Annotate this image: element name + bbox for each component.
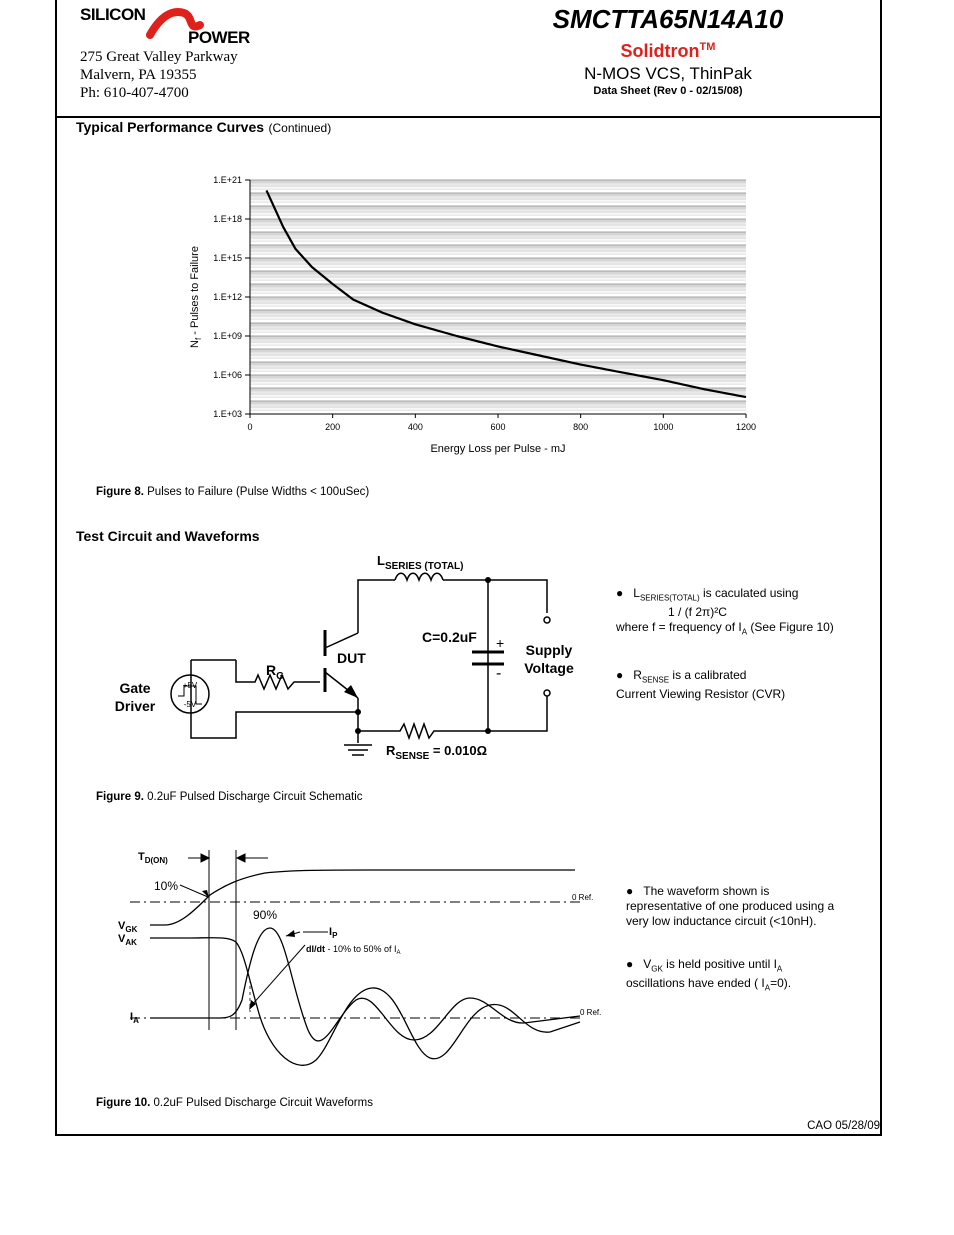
section-title-test-circuit: Test Circuit and Waveforms — [76, 528, 260, 544]
section-title-note: (Continued) — [268, 121, 332, 135]
ref-label-1: 0 Ref. — [572, 893, 594, 902]
y-tick-label: 1.E+12 — [213, 292, 242, 302]
note-1-c: where f = frequency of I — [616, 620, 742, 635]
note-1-formula: 1 / (f 2π)²C — [668, 605, 727, 620]
x-tick-label: 0 — [247, 422, 253, 432]
y-tick-label: 1.E+03 — [213, 409, 242, 419]
address-line-1: 275 Great Valley Parkway — [80, 49, 238, 65]
ten-percent-label: 10% — [154, 879, 179, 893]
note-2-sub: SENSE — [641, 675, 670, 685]
rg-label: $R_G$ — [266, 662, 284, 682]
x-tick-label: 600 — [490, 422, 506, 432]
note-w2-b: is held positive until I — [662, 957, 777, 971]
note-1-b: is caculated using — [699, 586, 799, 600]
waveform-notes — [626, 884, 866, 996]
part-number: SMCTTA65N14A10 — [552, 4, 784, 34]
y-tick-label: 1.E+06 — [213, 370, 242, 380]
schematic-notes — [616, 586, 866, 702]
note-2-a: R — [633, 667, 642, 682]
note-w1c: very low inductance circuit (<10nH). — [626, 914, 817, 928]
brand-text: Solidtron — [620, 41, 700, 61]
vak-label: $V_{AK}$ — [118, 933, 137, 947]
minus-5v-label: -5V — [183, 700, 197, 709]
note-lseries — [616, 586, 866, 605]
address-line-3: Ph: 610-407-4700 — [80, 85, 189, 101]
note-w2-d: =0). — [770, 976, 792, 991]
note-1-a: L — [633, 586, 640, 600]
note-w2-line2 — [626, 976, 866, 995]
td-on-label: $T_{D(ON)}$ — [138, 851, 168, 865]
cap-plus: + — [496, 635, 505, 651]
dut-label: DUT — [337, 650, 366, 666]
x-tick-label: 400 — [407, 422, 423, 432]
figure-9-caption — [96, 791, 363, 803]
logo-text-top: SILICON — [80, 5, 146, 24]
plus-5v-label: +5V — [182, 681, 198, 690]
ia-label: $I_A$ — [130, 1011, 139, 1025]
vgk-label: $V_{GK}$ — [118, 920, 138, 934]
discharge-circuit-schematic — [100, 548, 580, 768]
bullet-icon: ● — [626, 957, 634, 971]
figure-8-caption — [96, 486, 369, 498]
y-tick-label: 1.E+18 — [213, 214, 242, 224]
footer-code: CAO 05/28/09 — [807, 1120, 880, 1132]
figure-8-label: Figure 8. — [96, 486, 144, 498]
cap-minus: - — [496, 665, 502, 682]
company-address — [80, 48, 238, 102]
logo-text-bottom: POWER — [188, 28, 250, 47]
supply-label-2: Voltage — [524, 660, 574, 676]
header-divider — [55, 116, 882, 118]
note-w1: The waveform shown is — [643, 884, 770, 898]
note-w2-sub: GK — [651, 964, 663, 974]
brand-tm: TM — [699, 41, 716, 53]
bullet-icon: ● — [616, 586, 624, 600]
note-w1b: representative of one produced using a — [626, 899, 835, 913]
title-block — [480, 4, 856, 97]
x-tick-label: 1000 — [653, 422, 674, 432]
product-subtitle: N-MOS VCS, ThinPak — [584, 64, 752, 83]
ip-label: $I_P$ — [329, 926, 338, 940]
rsense-label: $R_{SENSE} = 0.010\Omega$ — [386, 743, 488, 762]
didt-label: dI/dt - 10% to 50% of $I_A$ — [306, 944, 401, 956]
gate-driver-label-2: Driver — [114, 698, 156, 714]
figure-10-caption — [96, 1097, 373, 1109]
datasheet-revision: Data Sheet (Rev 0 - 02/15/08) — [593, 85, 743, 97]
y-tick-label: 1.E+09 — [213, 331, 242, 341]
note-w2-a: V — [643, 957, 652, 971]
address-line-2: Malvern, PA 19355 — [80, 67, 197, 83]
vak-curve — [150, 938, 580, 1066]
note-vgk — [626, 957, 866, 976]
vgk-curve — [150, 870, 575, 925]
brand-name — [480, 41, 856, 62]
note-waveform — [626, 884, 866, 899]
x-axis-label: Energy Loss per Pulse - mJ — [430, 443, 566, 455]
note-w2-csub: A — [764, 983, 771, 993]
y-tick-label: 1.E+15 — [213, 253, 242, 263]
bullet-icon: ● — [626, 884, 634, 898]
figure-10-label: Figure 10. — [96, 1097, 151, 1109]
figure-8-text: Pulses to Failure (Pulse Widths < 100uSec) — [143, 486, 370, 498]
l-series-label: $L_{SERIES (TOTAL)}$ — [377, 553, 464, 572]
note-rsense — [616, 668, 866, 687]
supply-label-1: Supply — [525, 642, 573, 658]
inductor-symbol — [395, 573, 443, 580]
note-2-b: is a calibrated — [669, 667, 747, 682]
figure-9-label: Figure 9. — [96, 791, 144, 803]
figure-9-text: 0.2uF Pulsed Discharge Circuit Schematic — [143, 791, 363, 803]
note-w2-c: oscillations have ended ( I — [626, 976, 765, 991]
x-tick-label: 800 — [573, 422, 589, 432]
capacitor-label: C=0.2uF — [422, 629, 477, 645]
y-tick-label: 1.E+21 — [213, 175, 242, 185]
note-1-csub: A — [741, 627, 748, 637]
section-title-text: Typical Performance Curves — [76, 119, 265, 135]
pulses-to-failure-chart — [180, 170, 780, 470]
note-1-d: (See Figure 10) — [747, 620, 834, 635]
wire-top-left — [358, 580, 395, 633]
gate-driver-label-1: Gate — [119, 680, 151, 696]
company-logo — [78, 2, 258, 50]
x-tick-label: 1200 — [735, 422, 757, 432]
y-axis-label: $N_f$ - Pulses to Failure — [189, 246, 203, 348]
ref-label-2: 0 Ref. — [580, 1008, 602, 1017]
note-1-freq — [616, 620, 866, 639]
sense-resistor — [358, 712, 488, 738]
section-title-curves — [76, 119, 331, 137]
note-1-sub: SERIES(TOTAL) — [639, 593, 700, 603]
note-2-c: Current Viewing Resistor (CVR) — [616, 687, 786, 702]
note-w2-bsub: A — [776, 964, 783, 974]
wire-top-right — [443, 580, 547, 613]
figure-10-text: 0.2uF Pulsed Discharge Circuit Waveforms — [150, 1097, 373, 1109]
discharge-waveforms — [110, 840, 610, 1090]
bullet-icon: ● — [616, 667, 624, 682]
x-tick-label: 200 — [325, 422, 341, 432]
ninety-percent-label: 90% — [253, 908, 278, 922]
dut-emitter-arrow — [344, 685, 358, 698]
